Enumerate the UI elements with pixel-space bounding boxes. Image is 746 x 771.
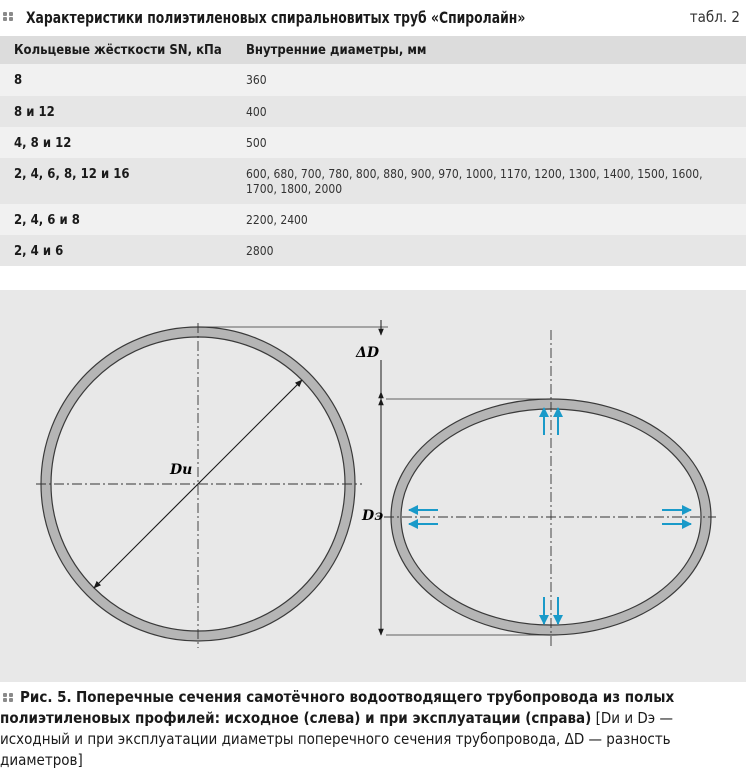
pipe-cross-section-figure [0, 290, 746, 682]
row-diameters: 2200, 2400 [232, 204, 746, 235]
header-stiffness: Кольцевые жёсткости SN, кПа [0, 36, 232, 64]
row-diameters: 500 [232, 127, 746, 158]
table-row [0, 96, 746, 127]
caption-bold-text: Поперечные сечения самотёчного водоотводящего трубопровода из полых полиэтиленовых профилей: исходное (слева) и при эксплуатации (справа) [0, 688, 675, 727]
bullet-dots-icon [3, 12, 14, 21]
row-diameters: 360 [232, 64, 746, 96]
table-label: табл. 2 [689, 8, 740, 26]
table-row [0, 235, 746, 266]
table-row [0, 158, 746, 204]
bullet-dots-icon [3, 693, 14, 702]
label-delta: ΔD [356, 345, 380, 361]
deformed-pipe-section [384, 330, 716, 646]
row-diameters: 2800 [232, 235, 746, 266]
spec-table [0, 36, 746, 266]
table-row [0, 64, 746, 96]
row-stiffness: 8 и 12 [0, 96, 232, 127]
caption-plain-text: [Dи и Dэ — исходный и при эксплуатации диаметры поперечного сечения трубопровода, ΔD — разность диаметров] [0, 709, 673, 769]
table-title: Характеристики полиэтиленовых спиральновитых труб «Спиролайн» [26, 8, 526, 27]
label-dn: Dи [170, 462, 193, 478]
row-stiffness: 8 [0, 64, 232, 96]
row-stiffness: 2, 4, 6, 8, 12 и 16 [0, 158, 232, 204]
table-row [0, 127, 746, 158]
row-stiffness: 2, 4 и 6 [0, 235, 232, 266]
table-header-row [0, 36, 746, 64]
original-pipe-section [36, 323, 362, 648]
row-stiffness: 2, 4, 6 и 8 [0, 204, 232, 235]
row-stiffness: 4, 8 и 12 [0, 127, 232, 158]
row-diameters: 400 [232, 96, 746, 127]
table-title-bar [0, 0, 746, 34]
table-row [0, 204, 746, 235]
caption-label: Рис. 5. [20, 688, 72, 706]
header-diameters: Внутренние диаметры, мм [232, 36, 746, 64]
row-diameters: 600, 680, 700, 780, 800, 880, 900, 970, 1000, 1170, 1200, 1300, 1400, 1500, 1600, 1700, 1800, 2000 [232, 158, 746, 204]
label-de: Dэ [362, 508, 384, 524]
figure-svg [0, 290, 746, 682]
figure-caption [0, 687, 742, 771]
